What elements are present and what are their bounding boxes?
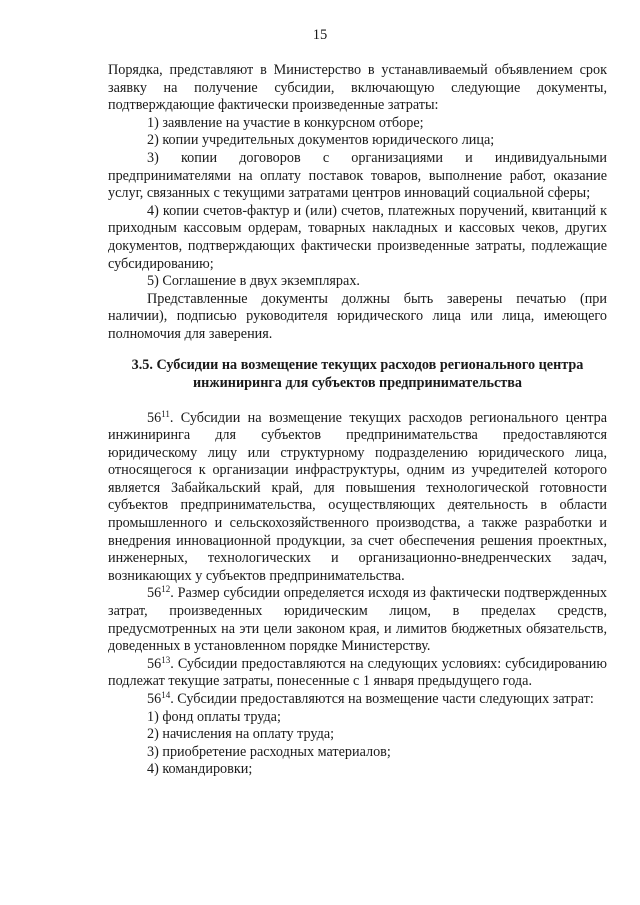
page-number: 15	[312, 27, 328, 43]
clause-number-superscript: 12	[161, 584, 171, 595]
clause-paragraph	[108, 656, 607, 691]
documents-list-item: 1) заявление на участие в конкурсном отборе;	[147, 114, 424, 131]
documents-list	[108, 115, 607, 291]
clause-text: . Субсидии на возмещение текущих расходов регионального центра инжиниринга для субъектов предпринимательства предоставляются юридическому лицу или структурному подразделению юридического лица, относящегося к организации инфраструктуры, одним из учредителей которого является Забайкальский край, для повышения технологической готовности субъектов предпринимательства, осуществляющих деятельность в области промышленного и сельскохозяйственного производства, а также разработки и внедрения инновационной продукции, за счет обеспечения решения проектных, инженерных, технологических и организационно-внедренческих задач, возникающих у субъектов предпринимательства.	[108, 409, 607, 584]
clause-number: $56^{12}$	[147, 584, 171, 602]
clause-number: $56^{14}$	[147, 690, 171, 707]
documents-list-item: 5) Соглашение в двух экземплярах.	[147, 273, 360, 290]
clause-number-superscript: 13	[161, 654, 171, 665]
certification-paragraph: Представленные документы должны быть заверены печатью (при наличии), подписью руководителя юридического лица или лица, имеющего полномочия для заверения.	[108, 290, 607, 342]
clause-text: . Субсидии предоставляются на следующих условиях: субсидированию подлежат текущие затраты, понесенные с 1 января предыдущего года.	[108, 655, 607, 690]
expenses-list-item: 4) командировки;	[147, 761, 253, 778]
documents-list-item: 4) копии счетов-фактур и (или) счетов, платежных поручений, квитанций к приходным кассовым ордерам, товарных накладных и кассовых чеков, других документов, подтверждающих фактически произведенные затраты, подлежащие субсидированию;	[108, 202, 607, 272]
clause-paragraph	[108, 691, 607, 709]
documents-list-item: 2) копии учредительных документов юридического лица;	[147, 132, 495, 149]
clause-text: . Размер субсидии определяется исходя из фактически подтвержденных затрат, произведенных юридическим лицом, в пределах средств, предусмотренных на эти цели законом края, и лимитов бюджетных обязательств, доведенных в установленном порядке Министерству.	[108, 585, 607, 655]
expenses-list-item: 2) начисления на оплату труда;	[147, 726, 335, 743]
expenses-list-item: 1) фонд оплаты труда;	[147, 708, 281, 725]
clause-paragraph	[108, 410, 607, 586]
document-body	[108, 62, 607, 779]
expenses-list-item: 3) приобретение расходных материалов;	[147, 743, 391, 760]
clause-number: $56^{13}$	[147, 654, 171, 672]
clause-number: $56^{11}$	[147, 408, 170, 426]
clause-paragraph	[108, 585, 607, 655]
documents-list-item: 3) копии договоров с организациями и индивидуальными предпринимателями на оплату поставок товаров, выполнение работ, оказание услуг, связанных с текущими затратами центров инноваций социальной сферы;	[108, 149, 607, 202]
section-heading: 3.5. Субсидии на возмещение текущих расходов регионального центра инжиниринга для субъектов предпринимательства	[131, 356, 584, 391]
clause-number-superscript: 11	[161, 408, 170, 419]
clause-text: . Субсидии предоставляются на возмещение части следующих затрат:	[170, 691, 594, 707]
expenses-list	[108, 709, 607, 779]
clause-number-superscript: 14	[161, 690, 171, 700]
intro-paragraph: Порядка, представляют в Министерство в устанавливаемый объявлением срок заявку на получение субсидии, включающую следующие документы, подтверждающие фактически произведенные затраты:	[108, 62, 607, 114]
